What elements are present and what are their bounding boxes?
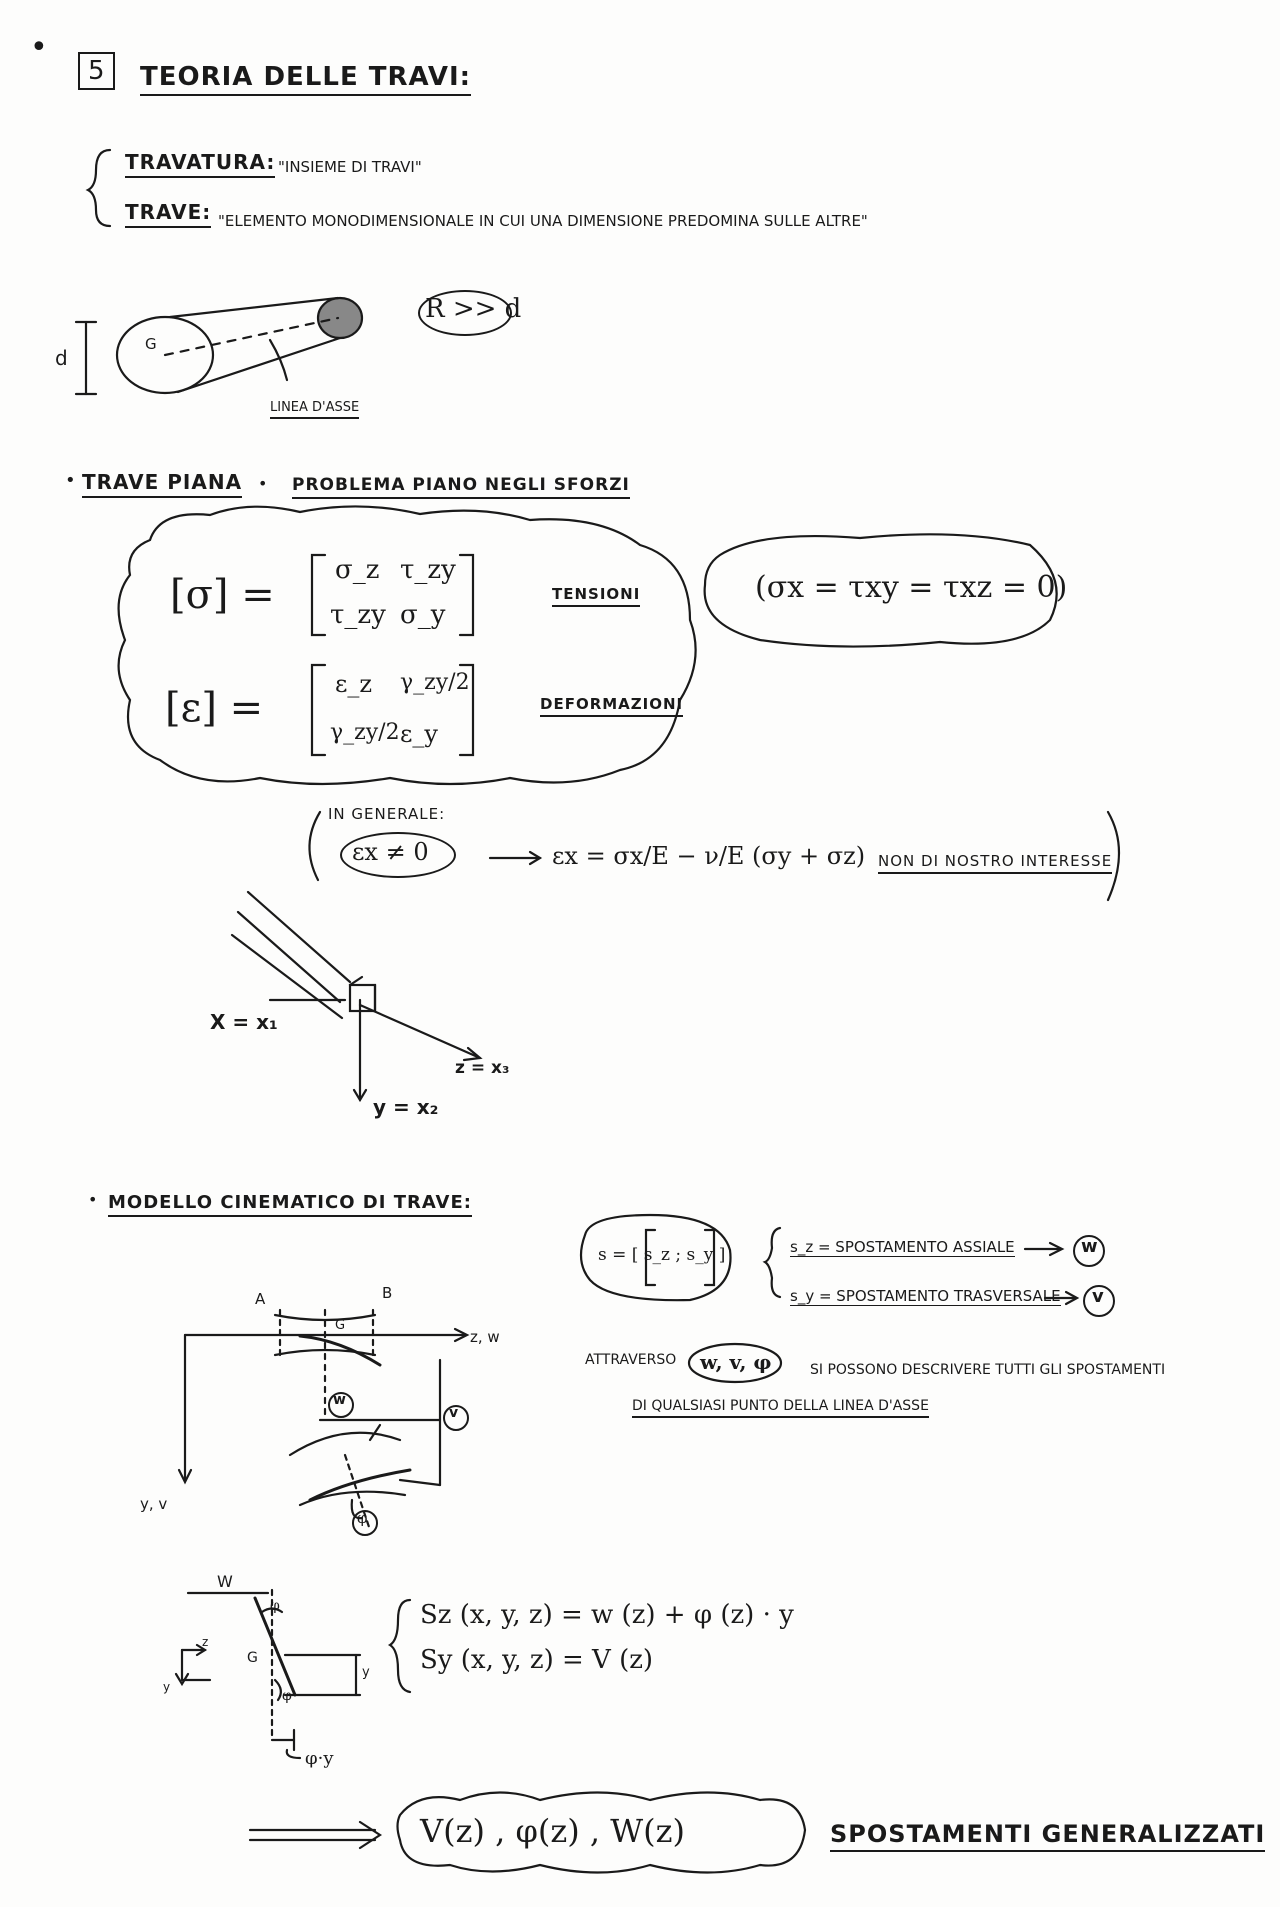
w-rot-label: W [217, 1572, 233, 1591]
z-axis-label: z = x₃ [455, 1058, 510, 1078]
v-symbol: v [1092, 1286, 1104, 1307]
label-b: B [382, 1284, 393, 1302]
label-zw: z, w [470, 1328, 500, 1346]
ex-nonzero: εx ≠ 0 [352, 838, 429, 866]
definitions-brace [88, 150, 110, 226]
label-a: A [255, 1290, 266, 1308]
stress-m21: τ_zy [330, 600, 386, 630]
travatura-term: TRAVATURA: [125, 150, 275, 178]
x-axis-label: X = x₁ [210, 1010, 278, 1034]
strain-m11: ε_z [335, 670, 373, 698]
y-right-label: y [362, 1665, 370, 1680]
g-label: G [145, 335, 157, 353]
y-axis-label: y = x₂ [373, 1095, 439, 1119]
axes-3d-sketch [232, 892, 480, 1100]
travatura-definition: "INSIEME DI TRAVI" [278, 158, 422, 176]
phi-label-sketch: φ [357, 1509, 368, 1527]
header-bullet: • [30, 30, 48, 65]
trave-piana-subheading: PROBLEMA PIANO NEGLI SFORZI [292, 475, 630, 499]
sz-definition: s_z = SPOSTAMENTO ASSIALE [790, 1238, 1015, 1256]
s-vector: s = [ s_z ; s_y ] [598, 1245, 726, 1265]
strain-label: DEFORMAZIONI [540, 695, 683, 717]
page-title: TEORIA DELLE TRAVI: [140, 62, 471, 96]
condition-text: R >> d [425, 294, 522, 324]
kinematic-sketch [179, 1310, 467, 1530]
g-rot-label: G [247, 1650, 258, 1666]
z-small-label: z [202, 1635, 209, 1649]
phi-y-label: φ·y [305, 1748, 334, 1769]
attraverso-line2: DI QUALSIASI PUNTO DELLA LINEA D'ASSE [632, 1398, 929, 1418]
zero-condition: (σx = τxy = τxz = 0) [755, 570, 1068, 605]
heading-separator: • [258, 474, 268, 493]
stress-lhs: [σ] = [170, 572, 275, 618]
y-small-label: y [163, 1680, 171, 1694]
ex-formula: εx = σx/E − ν/E (σy + σz) [552, 842, 866, 870]
phi-bottom-label: φ [282, 1688, 292, 1704]
w-symbol: w [1081, 1236, 1098, 1257]
sy-definition: s_y = SPOSTAMENTO TRASVERSALE [790, 1287, 1061, 1305]
beam-cylinder [76, 298, 362, 394]
strain-m21: γ_zy/2 [330, 720, 400, 745]
trave-piana-heading: TRAVE PIANA [82, 470, 242, 498]
phi-top-label: φ [270, 1598, 280, 1614]
equation-sy: Sy (x, y, z) = V (z) [420, 1645, 654, 1675]
trave-piana-bullet: • [65, 470, 76, 491]
stress-m11: σ_z [335, 555, 380, 585]
wvphi-group: w, v, φ [700, 1350, 772, 1374]
attraverso-label: ATTRAVERSO [585, 1352, 677, 1368]
axis-line-label: LINEA D'ASSE [270, 400, 359, 419]
d-label: d [55, 346, 68, 370]
not-interest-note: NON DI NOSTRO INTERESSE [878, 852, 1112, 874]
strain-lhs: [ε] = [165, 685, 264, 731]
generalized-displacements: V(z) , φ(z) , W(z) [420, 1812, 685, 1850]
attraverso-rest: SI POSSONO DESCRIVERE TUTTI GLI SPOSTAMENTI [810, 1362, 1166, 1378]
trave-term: TRAVE: [125, 200, 211, 228]
equation-sz: Sz (x, y, z) = w (z) + φ (z) · y [420, 1600, 794, 1630]
modello-heading: MODELLO CINEMATICO DI TRAVE: [108, 1192, 472, 1217]
v-label-sketch: v [449, 1405, 459, 1421]
rotation-sketch [176, 1590, 360, 1758]
stress-label: TENSIONI [552, 585, 640, 607]
general-label: IN GENERALE: [328, 805, 446, 823]
generalized-label: SPOSTAMENTI GENERALIZZATI [830, 1820, 1265, 1852]
section-number: 5 [78, 52, 115, 90]
strain-m22: ε_y [400, 720, 438, 748]
label-g: G [335, 1318, 346, 1333]
stress-m12: τ_zy [400, 555, 456, 585]
label-yv: y, v [140, 1495, 168, 1513]
w-label-sketch: w [333, 1392, 346, 1408]
strain-m12: γ_zy/2 [400, 670, 470, 695]
stress-m22: σ_y [400, 600, 446, 630]
modello-bullet: • [88, 1190, 98, 1209]
trave-definition: "ELEMENTO MONODIMENSIONALE IN CUI UNA DIMENSIONE PREDOMINA SULLE ALTRE" [218, 212, 868, 230]
